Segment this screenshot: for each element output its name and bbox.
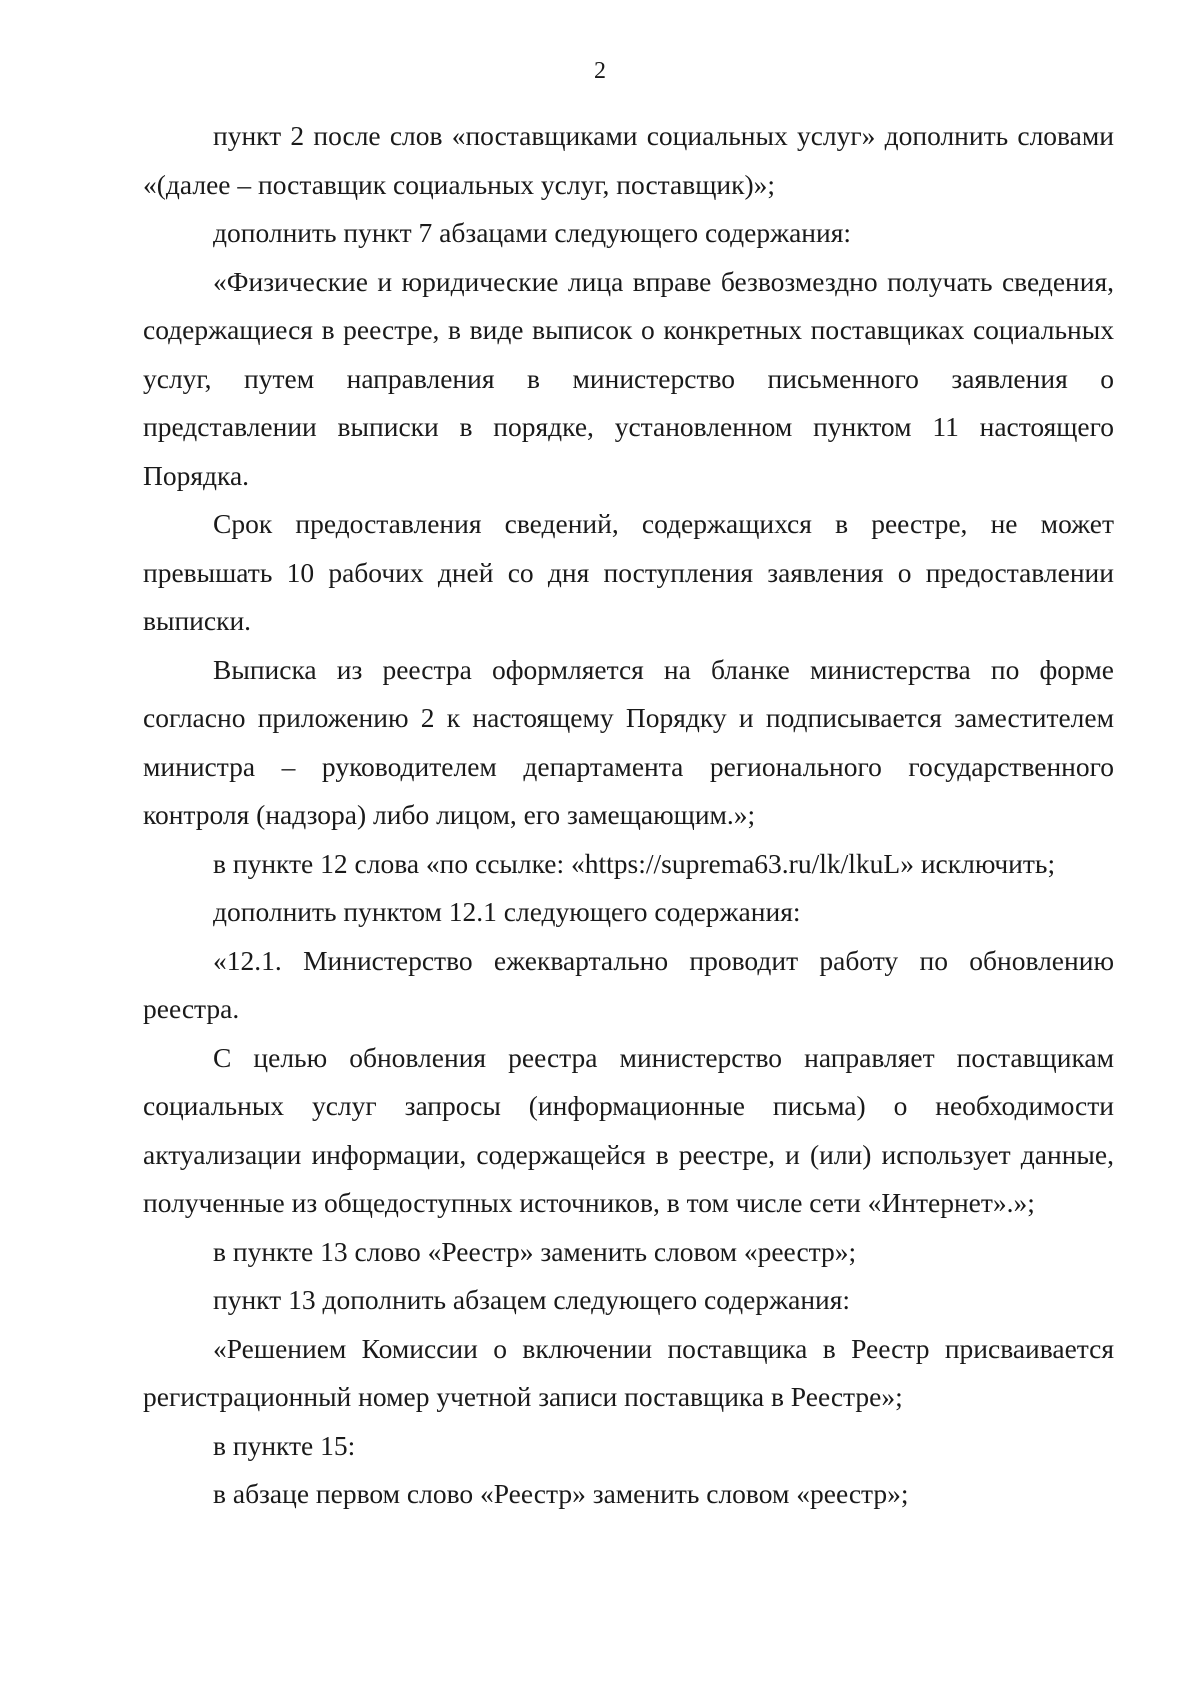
paragraph-3: «Физические и юридические лица вправе безвозмездно получать сведения, содержащиеся в реестре, в виде выписок о конкретных поставщиках социальных услуг, путем направления в министерство письменного заявления о представлении выписки в порядке, установленном пунктом 11 настоящего Порядка. <box>143 265 1114 491</box>
paragraph-6: в пункте 12 слова «по ссылке: «https://suprema63.ru/lk/lkuL» исключить; <box>213 847 1056 879</box>
paragraph-1: пункт 2 после слов «поставщиками социальных услуг» дополнить словами «(далее – поставщик социальных услуг, поставщик)»; <box>143 120 1114 200</box>
paragraph-8: «12.1. Министерство ежеквартально проводит работу по обновлению реестра. <box>143 944 1114 1024</box>
paragraph-14: в абзаце первом слово «Реестр» заменить словом «реестр»; <box>213 1478 909 1509</box>
document-body <box>143 112 1114 1519</box>
paragraph-9: С целью обновления реестра министерство направляет поставщикам социальных услуг запросы (информационные письма) о необходимости актуализации информации, содержащейся в реестре, и (или) использует данные, полученные из общедоступных источников, в том числе сети «Интернет».»; <box>143 1041 1114 1218</box>
paragraph-4: Срок предоставления сведений, содержащихся в реестре, не может превышать 10 рабочих дней со дня поступления заявления о предоставлении выписки. <box>143 508 1114 636</box>
page-number: 2 <box>594 58 606 84</box>
paragraph-10: в пункте 13 слово «Реестр» заменить словом «реестр»; <box>213 1235 857 1267</box>
paragraph-5: Выписка из реестра оформляется на бланке министерства по форме согласно приложению 2 к настоящему Порядку и подписывается заместителем министра – руководителем департамента регионального государственного контроля (надзора) либо лицом, его замещающим.»; <box>143 653 1114 830</box>
paragraph-7: дополнить пунктом 12.1 следующего содержания: <box>213 896 801 927</box>
paragraph-13: в пункте 15: <box>213 1429 356 1461</box>
paragraph-2: дополнить пункт 7 абзацами следующего содержания: <box>213 217 852 248</box>
paragraph-12: «Решением Комиссии о включении поставщика в Реестр присваивается регистрационный номер учетной записи поставщика в Реестре»; <box>143 1332 1114 1412</box>
paragraph-11: пункт 13 дополнить абзацем следующего содержания: <box>213 1284 851 1315</box>
